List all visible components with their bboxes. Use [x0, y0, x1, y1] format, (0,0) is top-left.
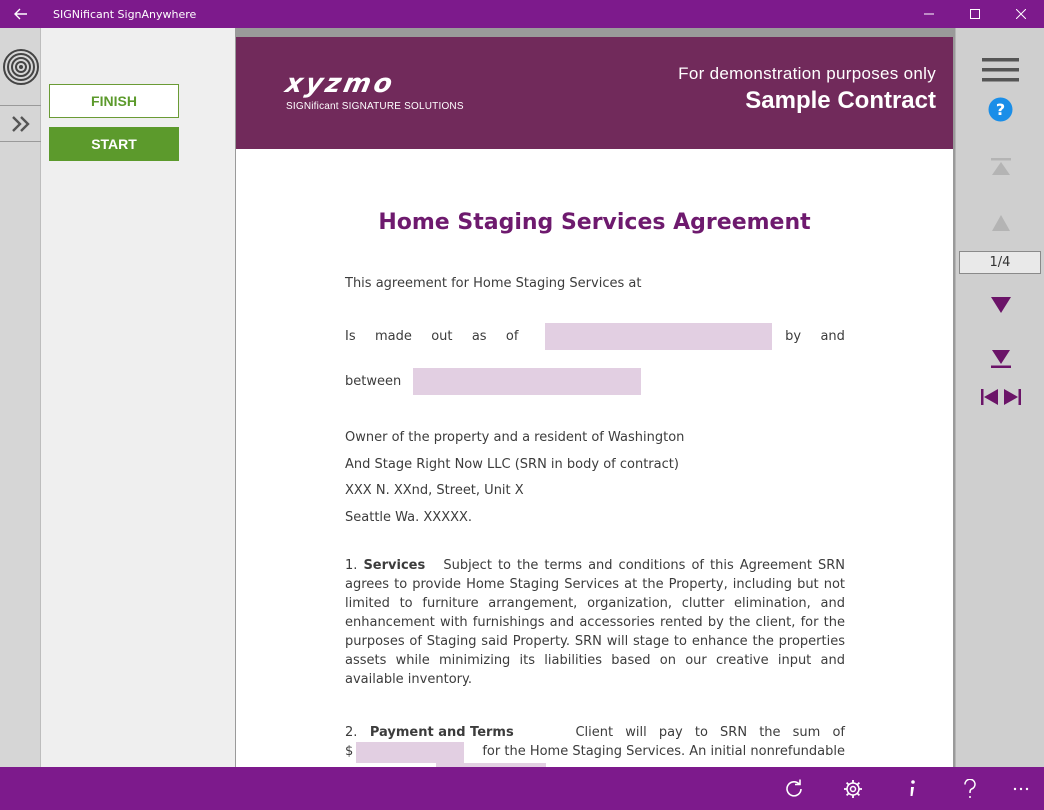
brand-logo [282, 69, 464, 112]
document-header [236, 37, 953, 149]
section-body: Subject to the terms and conditions of this Agreement SRN agrees to provide Home Staging Services at the Property, including but not limited to furniture arrangement, organization, clutter elimination, and enhancement with furnishings and accessories rented by the client, for the purposes of Staging said Property. SRN will stage to enhance the properties assets while minimizing its liabilities based on our creative input and available inventory. [345, 558, 845, 687]
skip-forward-icon[interactable] [1003, 388, 1021, 406]
triangle-down-icon [990, 296, 1012, 314]
document-page [236, 37, 953, 767]
section-body: for the Home Staging Services. An initial nonrefundable [482, 744, 845, 759]
hamburger-menu-icon [982, 57, 1019, 83]
page-indicator[interactable]: 1/4 [959, 251, 1041, 274]
currency-symbol: $ [345, 744, 354, 759]
section-services [345, 556, 845, 689]
owner-block [345, 425, 845, 531]
signature-target-icon [2, 48, 40, 86]
owner-line: XXX N. XXnd, Street, Unit X [345, 483, 524, 498]
next-page-button[interactable] [956, 294, 1044, 316]
section-heading: Services [363, 558, 426, 573]
previous-page-button[interactable] [956, 212, 1044, 234]
maximize-icon [970, 9, 980, 19]
made-out-word: out [431, 329, 453, 344]
made-out-word: Is [345, 329, 356, 344]
left-tool-rail [0, 28, 41, 767]
date-field[interactable] [545, 323, 772, 350]
question-mark-icon [963, 779, 977, 799]
section-number: 1. [345, 558, 358, 573]
header-title: Sample Contract [745, 87, 936, 114]
svg-text:?: ? [995, 99, 1006, 119]
owner-line: Owner of the property and a resident of Washington [345, 430, 685, 445]
between-label: between [345, 374, 402, 389]
minimize-button[interactable] [906, 0, 952, 28]
minimize-icon [924, 9, 934, 19]
refresh-button[interactable] [771, 767, 817, 810]
intro-text: This agreement for Home Staging Services at [345, 276, 642, 291]
close-button[interactable] [998, 0, 1044, 28]
menu-button[interactable] [956, 56, 1044, 84]
help-button[interactable] [956, 96, 1044, 122]
help-circle-icon [988, 97, 1013, 122]
brand-name: xyzmo [282, 69, 399, 99]
last-page-button[interactable] [956, 348, 1044, 370]
finish-button[interactable]: FINISH [49, 84, 179, 118]
title-bar [0, 0, 1044, 28]
info-icon [906, 779, 918, 799]
back-arrow-icon [14, 8, 28, 20]
made-out-word: made [374, 329, 412, 344]
brand-tagline: SIGNificant SIGNATURE SOLUTIONS [286, 101, 464, 112]
bottom-app-bar [0, 767, 1044, 810]
owner-line: And Stage Right Now LLC (SRN in body of contract) [345, 456, 679, 472]
skip-back-icon[interactable] [981, 388, 999, 406]
demo-notice: For demonstration purposes only [678, 64, 936, 83]
section-heading: Payment and Terms [369, 725, 514, 740]
section-body: Client will pay to SRN the sum of [575, 725, 845, 740]
window-title: SIGNificant SignAnywhere [53, 7, 197, 21]
last-page-icon [991, 349, 1011, 369]
skip-controls [956, 386, 1044, 408]
made-out-word: by [785, 329, 802, 344]
app-logo[interactable] [0, 28, 41, 106]
party-name-field[interactable] [413, 368, 641, 395]
document-viewer[interactable] [235, 28, 955, 767]
made-out-word: and [820, 329, 845, 344]
section-number: 2. [345, 725, 358, 740]
action-panel [41, 28, 235, 767]
document-title: Home Staging Services Agreement [378, 210, 811, 235]
info-button[interactable] [889, 767, 935, 810]
help-app-button[interactable] [947, 767, 993, 810]
start-button[interactable]: START [49, 127, 179, 161]
expand-panel-button[interactable] [0, 106, 41, 142]
more-ellipsis-icon [1013, 787, 1029, 791]
first-page-button[interactable] [956, 156, 1044, 178]
close-icon [1016, 9, 1026, 19]
first-page-icon [991, 157, 1011, 177]
made-out-word: as [471, 329, 487, 344]
double-chevron-right-icon [11, 116, 31, 132]
refresh-icon [784, 779, 804, 799]
settings-button[interactable] [830, 767, 876, 810]
gear-icon [843, 779, 863, 799]
more-options-button[interactable] [998, 767, 1044, 810]
amount-field[interactable] [356, 742, 464, 763]
owner-line: Seattle Wa. XXXXX. [345, 509, 473, 525]
triangle-up-icon [991, 214, 1011, 232]
back-button[interactable] [0, 0, 42, 28]
made-out-word: of [505, 329, 519, 344]
maximize-button[interactable] [952, 0, 998, 28]
page-navigation-rail [955, 28, 1044, 767]
